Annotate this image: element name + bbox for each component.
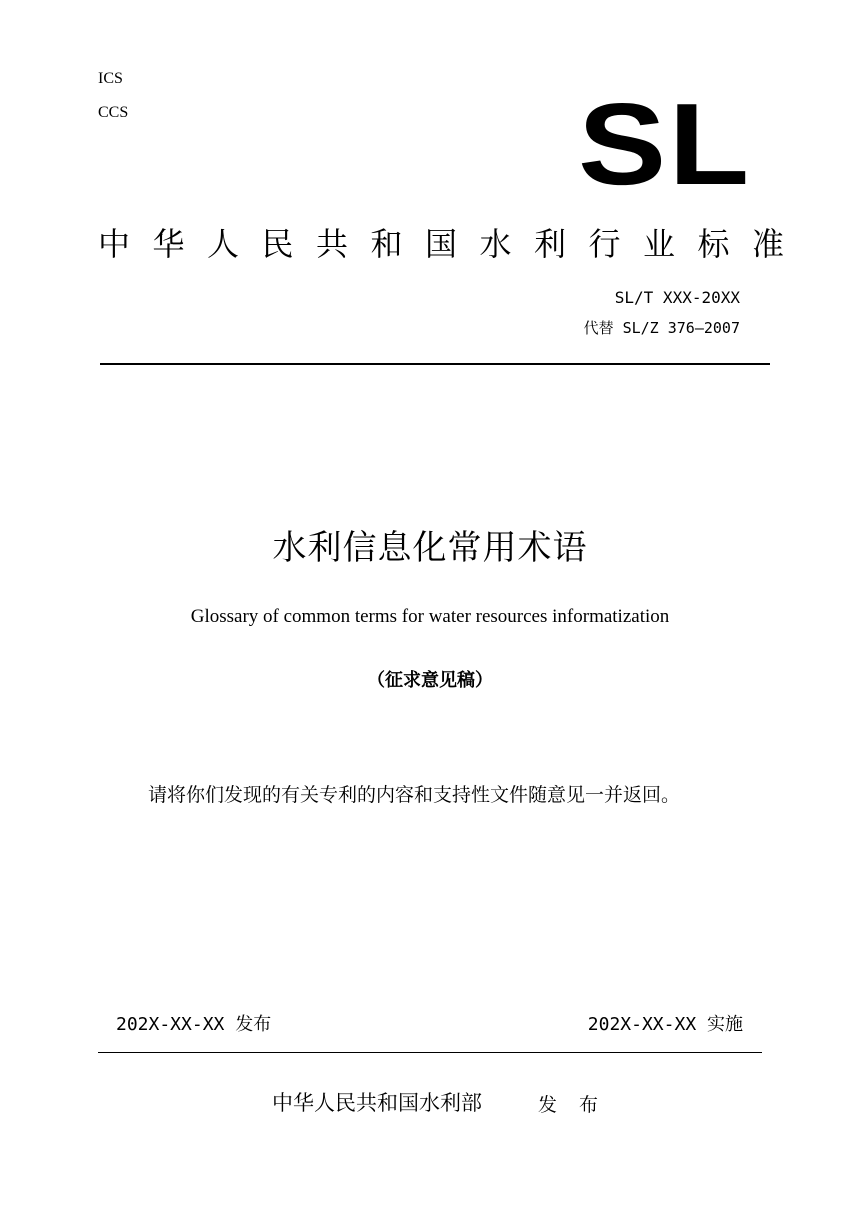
patent-notice: 请将你们发现的有关专利的内容和支持性文件随意见一并返回。: [148, 784, 681, 806]
sl-logo: SL: [578, 79, 752, 209]
publish-label: 发 布: [538, 1094, 607, 1116]
top-divider: [100, 363, 770, 365]
publisher-name: 中华人民共和国水利部: [272, 1091, 482, 1115]
ccs-label: CCS: [98, 104, 129, 121]
document-title-cn: 水利信息化常用术语: [272, 528, 588, 568]
standard-number: SL/T XXX-20XX: [614, 288, 740, 307]
implementation-date: 202X-XX-XX 实施: [587, 1014, 743, 1035]
industry-standard-title: 中华人民共和国水利行业标准: [98, 225, 807, 263]
document-title-en: Glossary of common terms for water resources informatization: [190, 606, 670, 627]
replaces-standard: 代替 SL/Z 376—2007: [583, 319, 740, 337]
release-date: 202X-XX-XX 发布: [116, 1014, 272, 1035]
bottom-divider: [98, 1052, 762, 1053]
ics-label: ICS: [98, 70, 123, 87]
draft-label: （征求意见稿）: [367, 670, 493, 690]
